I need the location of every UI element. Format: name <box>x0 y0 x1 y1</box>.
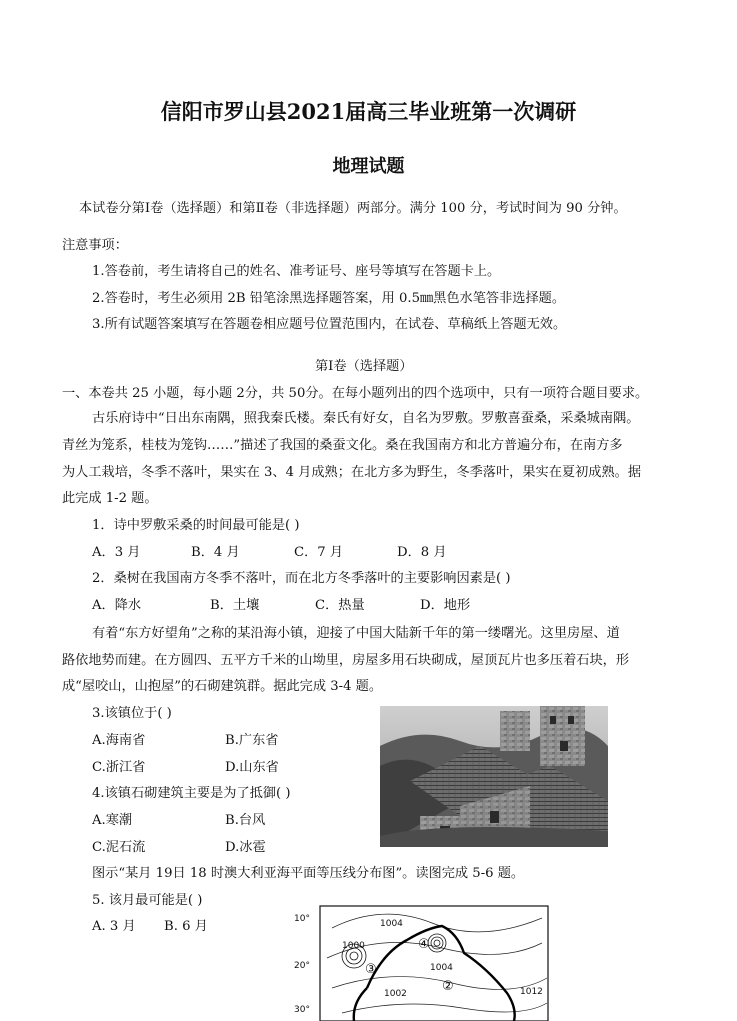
passage2-line-2: 路依地势而建。在方圆四、五平方千米的山坳里，房屋多用石块砌成，屋顶瓦片也多压着石块，形 <box>62 653 630 668</box>
map-marker-4: ④ <box>418 937 430 952</box>
note-item-2: 2.答卷时，考生必须用 2B 铅笔涂黑选择题答案，用 0.5㎜黑色水笔答非选择题。 <box>92 291 566 306</box>
exam-title: 信阳市罗山县2021届高三毕业班第一次调研 <box>160 99 577 124</box>
passage3: 图示“某月 19日 18 时澳大利亚海平面等压线分布图”。读图完成 5-6 题。 <box>92 866 525 881</box>
q4-option-c: C.泥石流 <box>92 840 146 855</box>
q3-option-d: D.山东省 <box>225 760 279 775</box>
isobar-label-1012: 1012 <box>520 987 543 997</box>
isobar-label-1002: 1002 <box>384 989 407 999</box>
q4-option-a: A.寒潮 <box>92 813 133 828</box>
note-item-1: 1.答卷前，考生请将自己的姓名、准考证号、座号等填写在答题卡上。 <box>92 264 501 279</box>
note-item-3: 3.所有试题答案填写在答题卷相应题号位置范围内，在试卷、草稿纸上答题无效。 <box>92 317 567 332</box>
passage1-line-1: 古乐府诗中“日出东南隅，照我秦氏楼。秦氏有好女，自名为罗敷。罗敷喜蚕桑，采桑城南隅。 <box>92 411 640 426</box>
lat-label-20: 20° <box>294 961 310 971</box>
q2-stem: 2．桑树在我国南方冬季不落叶，而在北方冬季落叶的主要影响因素是( ) <box>92 571 511 586</box>
map-marker-2: ② <box>442 979 454 994</box>
exam-subtitle: 地理试题 <box>332 156 405 177</box>
section-instruction: 一、本卷共 25 小题，每小题 2分，共 50分。在每小题列出的四个选项中，只有一项符合题目要求。 <box>62 386 649 401</box>
q2-option-a: A．降水 <box>92 598 142 613</box>
passage1-line-2: 青丝为笼系，桂枝为笼钩……”描述了我国的桑蚕文化。桑在我国南方和北方普遍分布，在南方多 <box>62 438 623 453</box>
lat-label-30: 30° <box>294 1005 310 1015</box>
q5-option-b: B. 6 月 <box>164 919 208 934</box>
passage2-line-1: 有着“东方好望角”之称的某沿海小镇，迎接了中国大陆新千年的第一缕曙光。这里房屋、道 <box>92 626 620 641</box>
section-heading: 第Ⅰ卷（选择题） <box>315 359 413 374</box>
isobar-label-1004-top: 1004 <box>380 919 403 929</box>
q2-option-c: C．热量 <box>315 598 365 613</box>
q1-option-a: A．3 月 <box>92 545 141 560</box>
q4-stem: 4.该镇石砌建筑主要是为了抵御( ) <box>92 786 291 801</box>
isobar-label-1000: 1000 <box>342 941 365 951</box>
q1-option-d: D．8 月 <box>397 545 447 560</box>
q3-option-a: A.海南省 <box>92 733 146 748</box>
map-marker-3: ③ <box>365 962 377 977</box>
q3-stem: 3.该镇位于( ) <box>92 706 172 721</box>
q3-option-c: C.浙江省 <box>92 760 146 775</box>
passage1-line-4: 此完成 1-2 题。 <box>62 491 158 506</box>
q2-option-b: B．土壤 <box>210 598 260 613</box>
passage1-line-3: 为人工栽培，冬季不落叶，果实在 3、4 月成熟；在北方多为野生，冬季落叶，果实在夏初成熟。据 <box>62 465 642 480</box>
stone-village-photo <box>380 706 608 847</box>
q1-option-b: B．4 月 <box>191 545 240 560</box>
notes-heading: 注意事项： <box>62 238 128 253</box>
q4-option-b: B.台风 <box>225 813 266 828</box>
q5-stem: 5. 该月最可能是( ) <box>92 893 203 908</box>
exam-intro: 本试卷分第Ⅰ卷（选择题）和第Ⅱ卷（非选择题）两部分。满分 100 分，考试时间为 90 分钟。 <box>79 201 627 216</box>
isobar-label-1004-mid: 1004 <box>430 963 453 973</box>
q1-option-c: C．7 月 <box>294 545 344 560</box>
isobar-map <box>292 898 557 1021</box>
q4-option-d: D.冰雹 <box>225 840 266 855</box>
passage2-line-3: 成“屋咬山，山抱屋”的石砌建筑群。据此完成 3-4 题。 <box>62 679 383 694</box>
q3-option-b: B.广东省 <box>225 733 279 748</box>
q1-stem: 1．诗中罗敷采桑的时间最可能是( ) <box>92 518 300 533</box>
lat-label-10: 10° <box>294 914 310 924</box>
q2-option-d: D．地形 <box>420 598 471 613</box>
q5-option-a: A. 3 月 <box>92 919 136 934</box>
